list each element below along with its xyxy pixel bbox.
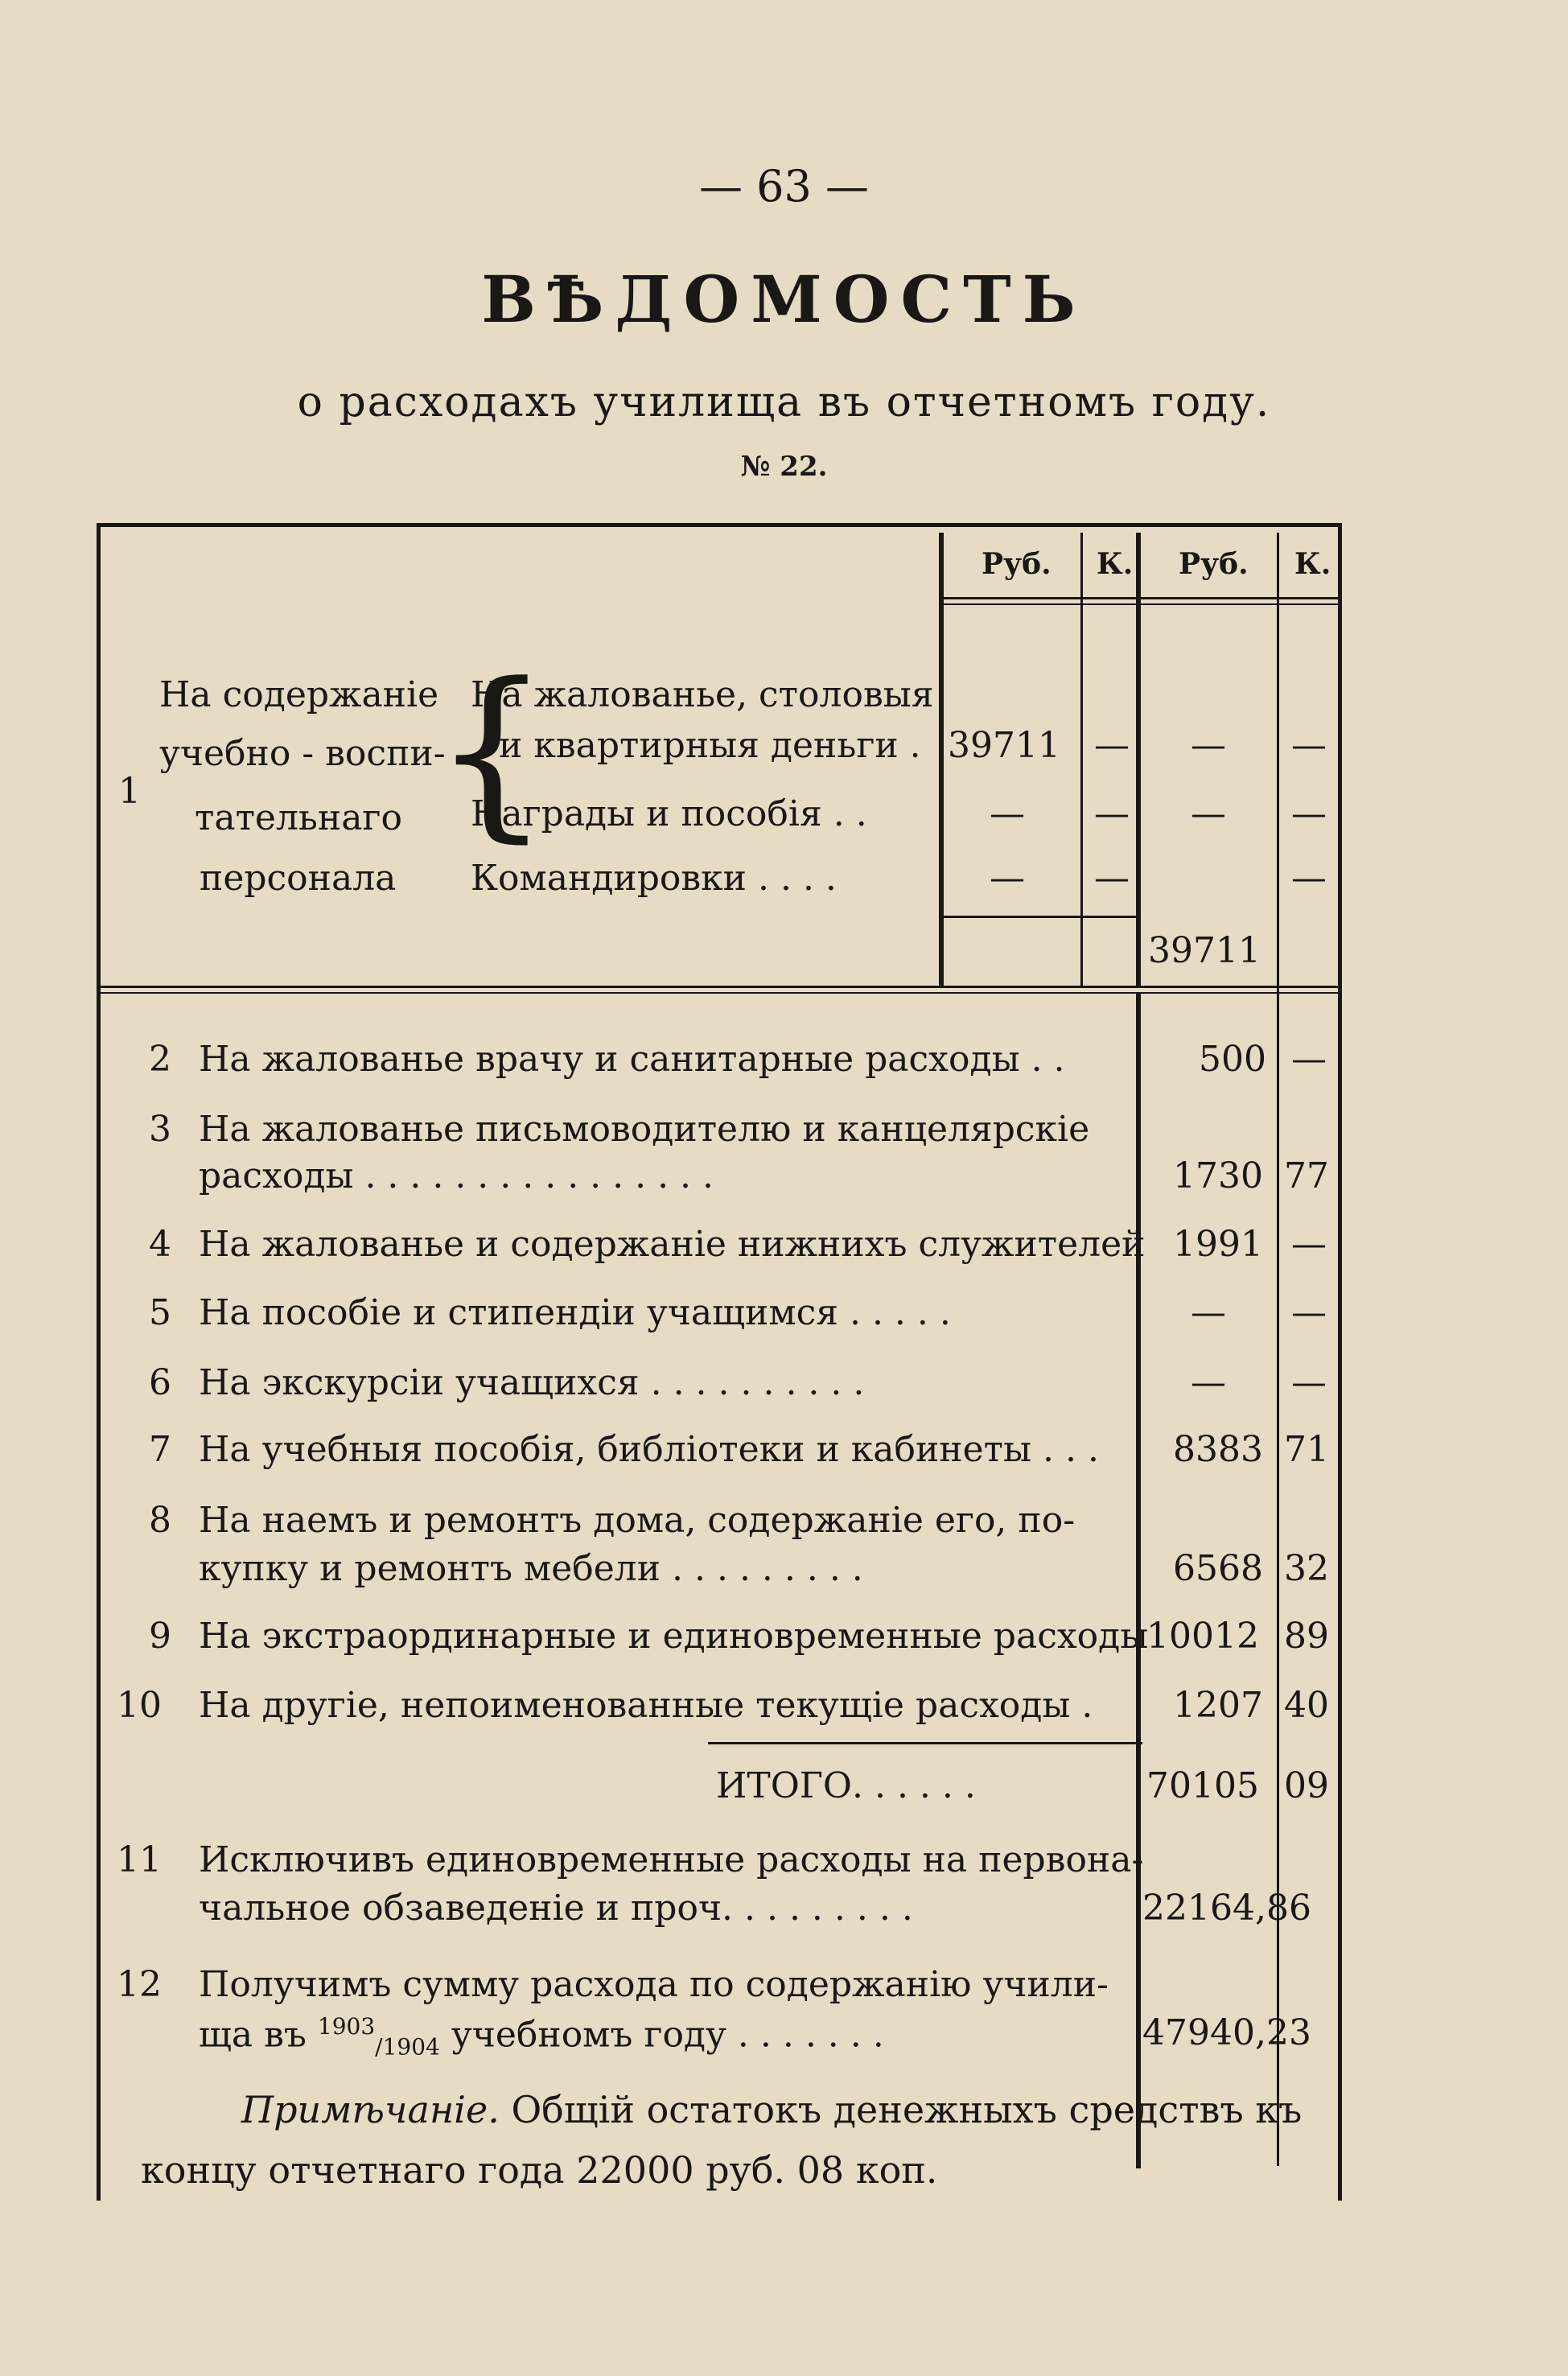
total-rule [708,1742,1142,1744]
row-8-line2: купку и ремонтъ мебели . . . . . . . . . [199,1548,863,1589]
item-1a-kop2: — [1291,725,1327,766]
row-8-line1: На наемъ и ремонтъ дома, содержаніе его, по- [199,1500,1076,1541]
row-12-line2-post: учебномъ году . . . . . . . [451,2014,884,2056]
row-9-text: На экстраординарные и единовременные расходы [199,1616,1149,1657]
row-4-rub: 1991 [1173,1224,1263,1265]
row-index-8: 8 [149,1500,171,1541]
col-rule-rub2-a [1136,533,1141,987]
item-1a-line1: На жалованье, столовыя [471,674,934,715]
row-index-10: 10 [117,1685,162,1726]
col-rule-rub2-b [1136,994,1141,2168]
table-right-rule [1338,523,1342,2201]
row-3-line1: На жалованье письмоводителю и канцелярскіе [199,1109,1090,1150]
row-12-year-sub: /1904 [375,2033,440,2061]
row-10-kop: 40 [1284,1685,1329,1726]
row-index-1: 1 [118,771,141,812]
row-6-kop: — [1291,1362,1327,1403]
statement-number: № 22. [740,451,828,483]
item-1b-kop2: — [1291,793,1327,834]
row-5-text: На пособіе и стипендіи учащимся . . . . . [199,1292,951,1333]
row-12-value: 47940,23 [1142,2012,1311,2053]
row-index-2: 2 [149,1039,171,1080]
row-2-rub: 500 [1199,1039,1266,1080]
row-9-kop: 89 [1284,1616,1329,1657]
item-1c-rub: — [990,858,1025,899]
row-8-rub: 6568 [1173,1548,1263,1589]
row-index-12: 12 [117,1964,162,2005]
curly-brace: { [433,644,551,859]
note-label: Примѣчаніе. [241,2088,500,2131]
header-rule-2 [939,603,1338,605]
page-number: — 63 — [698,161,870,212]
note-line2: концу отчетнаго года 22000 руб. 08 коп. [141,2148,938,2192]
row-4-text: На жалованье и содержаніе нижнихъ служителей [199,1224,1146,1265]
row-2-kop: — [1291,1039,1327,1080]
section1-label-line3: тательнаго [195,797,402,838]
row-5-kop: — [1291,1292,1327,1333]
section1-label-line4: персонала [200,858,397,899]
row-index-4: 4 [149,1224,171,1265]
item-1b-rub2: — [1191,793,1226,834]
row-11-line2: чальное обзаведеніе и проч. . . . . . . . . [199,1888,913,1929]
total-rub: 70105 [1146,1765,1259,1806]
row-12-year-sup: 1903 [317,2013,376,2040]
header-kop-1: К. [1097,547,1134,581]
row-11-line1: Исключивъ единовременные расходы на первона- [199,1839,1144,1880]
row-7-kop: 71 [1284,1429,1329,1470]
page-title: ВѢДОМОСТЬ [481,261,1087,337]
row-11-value: 22164,86 [1142,1888,1311,1929]
col-rule-kop1 [1080,533,1083,987]
item-1b-kop: — [1094,793,1130,834]
expense-table [97,523,1342,2201]
row-8-kop: 32 [1284,1548,1329,1589]
row-7-rub: 8383 [1173,1429,1263,1470]
total-label: ИТОГО. . . . . . [716,1765,976,1806]
row-12-line2-pre: ща въ [199,2014,307,2056]
item-1b-line1: Награды и пособія . . [471,793,867,834]
table-top-rule [97,523,1342,527]
total-kop: 09 [1284,1765,1329,1806]
row-12-line2 [199,2013,884,2061]
page-subtitle: о расходахъ училища въ отчетномъ году. [297,378,1271,426]
header-kop-2: К. [1294,547,1331,581]
item-1a-line2: и квартирныя деньги . [499,725,921,766]
section1-label-line1: На содержаніе [159,674,439,715]
row-10-rub: 1207 [1173,1685,1263,1726]
row-5-rub: — [1191,1292,1226,1333]
header-rule [939,597,1338,599]
row-9-rub: 10012 [1146,1616,1259,1657]
row-3-kop: 77 [1284,1155,1329,1196]
item-1c-line1: Командировки . . . . [471,858,837,899]
section-rule [97,986,1342,988]
item-1a-rub2: — [1191,725,1226,766]
section-rule-2 [97,992,1342,994]
col-rule-rub1 [939,533,944,987]
note-line1 [241,2088,1302,2131]
row-index-5: 5 [149,1292,171,1333]
row-7-text: На учебныя пособія, библіотеки и кабинеты . . . [199,1429,1099,1470]
item-1a-rub: 39711 [948,725,1060,766]
note-text-1: Общій остатокъ денежныхъ средствъ къ [511,2088,1303,2131]
table-left-rule [97,523,101,2201]
header-rub-1: Руб. [982,547,1052,581]
row-3-line2: расходы . . . . . . . . . . . . . . . . [199,1155,714,1196]
subtotal-rule [939,916,1140,918]
item-1c-kop2: — [1291,858,1327,899]
row-index-6: 6 [149,1362,171,1403]
row-6-text: На экскурсіи учащихся . . . . . . . . . . [199,1362,865,1403]
header-rub-2: Руб. [1179,547,1249,581]
section1-label-line2: учебно - воспи- [159,733,446,774]
row-12-line1: Получимъ сумму расхода по содержанію учили- [199,1964,1109,2005]
row-3-rub: 1730 [1173,1155,1263,1196]
row-6-rub: — [1191,1362,1226,1403]
row-index-7: 7 [149,1429,171,1470]
row-4-kop: — [1291,1224,1327,1265]
row-10-text: На другіе, непоименованные текущіе расходы . [199,1685,1093,1726]
row-index-9: 9 [149,1616,171,1657]
section1-subtotal: 39711 [1148,930,1261,971]
item-1a-kop: — [1094,725,1130,766]
row-index-3: 3 [149,1109,171,1150]
item-1b-rub: — [990,793,1025,834]
item-1c-kop: — [1094,858,1130,899]
row-index-11: 11 [117,1839,162,1880]
row-2-text: На жалованье врачу и санитарные расходы . . [199,1039,1065,1080]
